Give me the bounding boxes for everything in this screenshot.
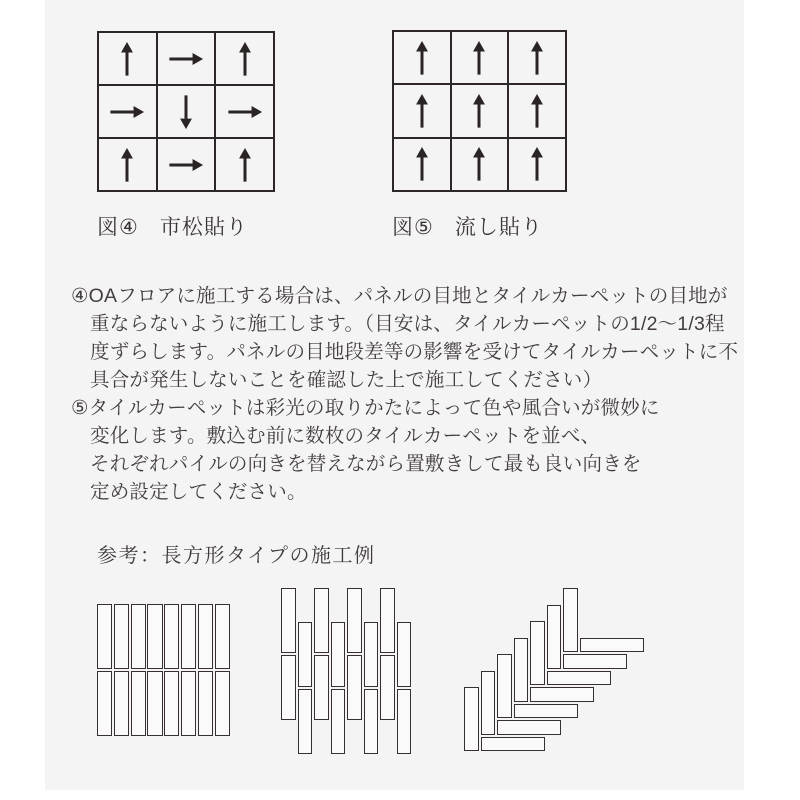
tile: [464, 687, 479, 751]
arrow-up-icon: [106, 144, 148, 186]
tile: [147, 604, 162, 669]
tile: [514, 638, 529, 702]
tile: [497, 654, 512, 718]
grid-cell: [450, 30, 508, 83]
grid-cell: [392, 83, 450, 136]
arrow-up-icon: [224, 38, 266, 80]
grid-cell: [97, 84, 156, 137]
tile: [314, 588, 329, 653]
tile: [281, 588, 296, 653]
tile: [530, 621, 545, 685]
figure5-title: 流し貼り: [454, 216, 543, 239]
tile: [380, 588, 395, 653]
tile: [181, 604, 196, 669]
grid-cell: [450, 137, 508, 190]
instruction-line: 度ずらします。パネルの目地段差等の影響を受けてタイルカーペットに不: [90, 341, 739, 363]
tile: [364, 689, 379, 754]
instruction-line: 重ならないように施工します。（目安は、タイルカーペットの1/2～1/3程: [90, 313, 725, 335]
arrow-up-icon: [516, 143, 558, 185]
arrow-up-icon: [106, 38, 148, 80]
grid-cell: [97, 137, 156, 190]
arrow-right-icon: [165, 38, 207, 80]
instruction-line: 変化します。敷込む前に数枚のタイルカーペットを並べ、: [90, 425, 601, 447]
grid-cell: [392, 30, 450, 83]
tile: [547, 605, 562, 669]
tile: [97, 604, 112, 669]
reference-heading: 参考：長方形タイプの施工例: [97, 545, 376, 567]
grid-cell: [507, 137, 565, 190]
tile: [147, 671, 162, 736]
instruction-line: ⑤タイルカーペットは彩光の取りかたによって色や風合いが微妙に: [71, 397, 660, 419]
tile: [164, 671, 179, 736]
instruction-line: それぞれパイルの向きを替えながら置敷きして最も良い向きを: [90, 453, 642, 475]
tile: [114, 604, 129, 669]
tile: [181, 671, 196, 736]
figure5-caption: [392, 211, 543, 241]
figure4-arrow-grid: [97, 31, 275, 192]
arrow-up-icon: [401, 143, 443, 185]
content-panel: [45, 0, 744, 790]
tile: [131, 671, 146, 736]
grid-cell: [507, 83, 565, 136]
grid-cell: [450, 83, 508, 136]
tile: [298, 689, 313, 754]
tile: [380, 655, 395, 720]
tile: [497, 720, 561, 735]
arrow-right-icon: [165, 144, 207, 186]
tile: [397, 622, 412, 687]
tile: [514, 704, 578, 719]
instruction-line: ④OAフロアに施工する場合は、パネルの目地とタイルカーペットの目地が: [71, 285, 728, 307]
tile: [530, 687, 594, 702]
tile: [481, 671, 496, 735]
tile: [397, 689, 412, 754]
tile: [481, 737, 545, 752]
arrow-up-icon: [224, 144, 266, 186]
tile: [131, 604, 146, 669]
arrow-up-icon: [458, 90, 500, 132]
arrow-right-icon: [106, 91, 148, 133]
tile: [331, 622, 346, 687]
tile: [198, 604, 213, 669]
tile-example-stack-bond: [97, 604, 237, 744]
figure4-title: 市松貼り: [159, 216, 248, 239]
tile: [281, 655, 296, 720]
tile: [114, 671, 129, 736]
tile: [215, 604, 230, 669]
grid-cell: [214, 84, 273, 137]
tile: [331, 689, 346, 754]
tile: [580, 638, 644, 653]
figure5-label: 図⑤: [392, 216, 434, 239]
instruction-line: 具合が発生しないことを確認した上で施工してください）: [90, 369, 603, 391]
tile: [97, 671, 112, 736]
instruction-line: 定め設定してください。: [90, 481, 307, 503]
tile: [347, 655, 362, 720]
arrow-up-icon: [401, 37, 443, 79]
tile: [198, 671, 213, 736]
tile: [298, 622, 313, 687]
arrow-right-icon: [224, 91, 266, 133]
figure4-label: 図④: [97, 216, 139, 239]
arrow-up-icon: [516, 90, 558, 132]
arrow-up-icon: [458, 37, 500, 79]
arrow-up-icon: [458, 143, 500, 185]
arrow-up-icon: [516, 37, 558, 79]
tile: [347, 588, 362, 653]
figure5-arrow-grid: [392, 30, 567, 192]
tile: [215, 671, 230, 736]
grid-cell: [214, 31, 273, 84]
tile: [164, 604, 179, 669]
instruction-paragraphs: [71, 282, 739, 506]
figure4-caption: [97, 211, 248, 241]
tile: [563, 588, 578, 652]
grid-cell: [507, 30, 565, 83]
grid-cell: [156, 84, 215, 137]
grid-cell: [214, 137, 273, 190]
grid-cell: [156, 137, 215, 190]
tile: [563, 654, 627, 669]
grid-cell: [97, 31, 156, 84]
tile: [364, 622, 379, 687]
arrow-up-icon: [401, 90, 443, 132]
tile: [314, 655, 329, 720]
arrow-down-icon: [165, 91, 207, 133]
grid-cell: [392, 137, 450, 190]
tile-example-herringbone: [445, 588, 655, 758]
grid-cell: [156, 31, 215, 84]
tile: [547, 671, 611, 686]
tile-example-half-drop: [281, 588, 421, 760]
